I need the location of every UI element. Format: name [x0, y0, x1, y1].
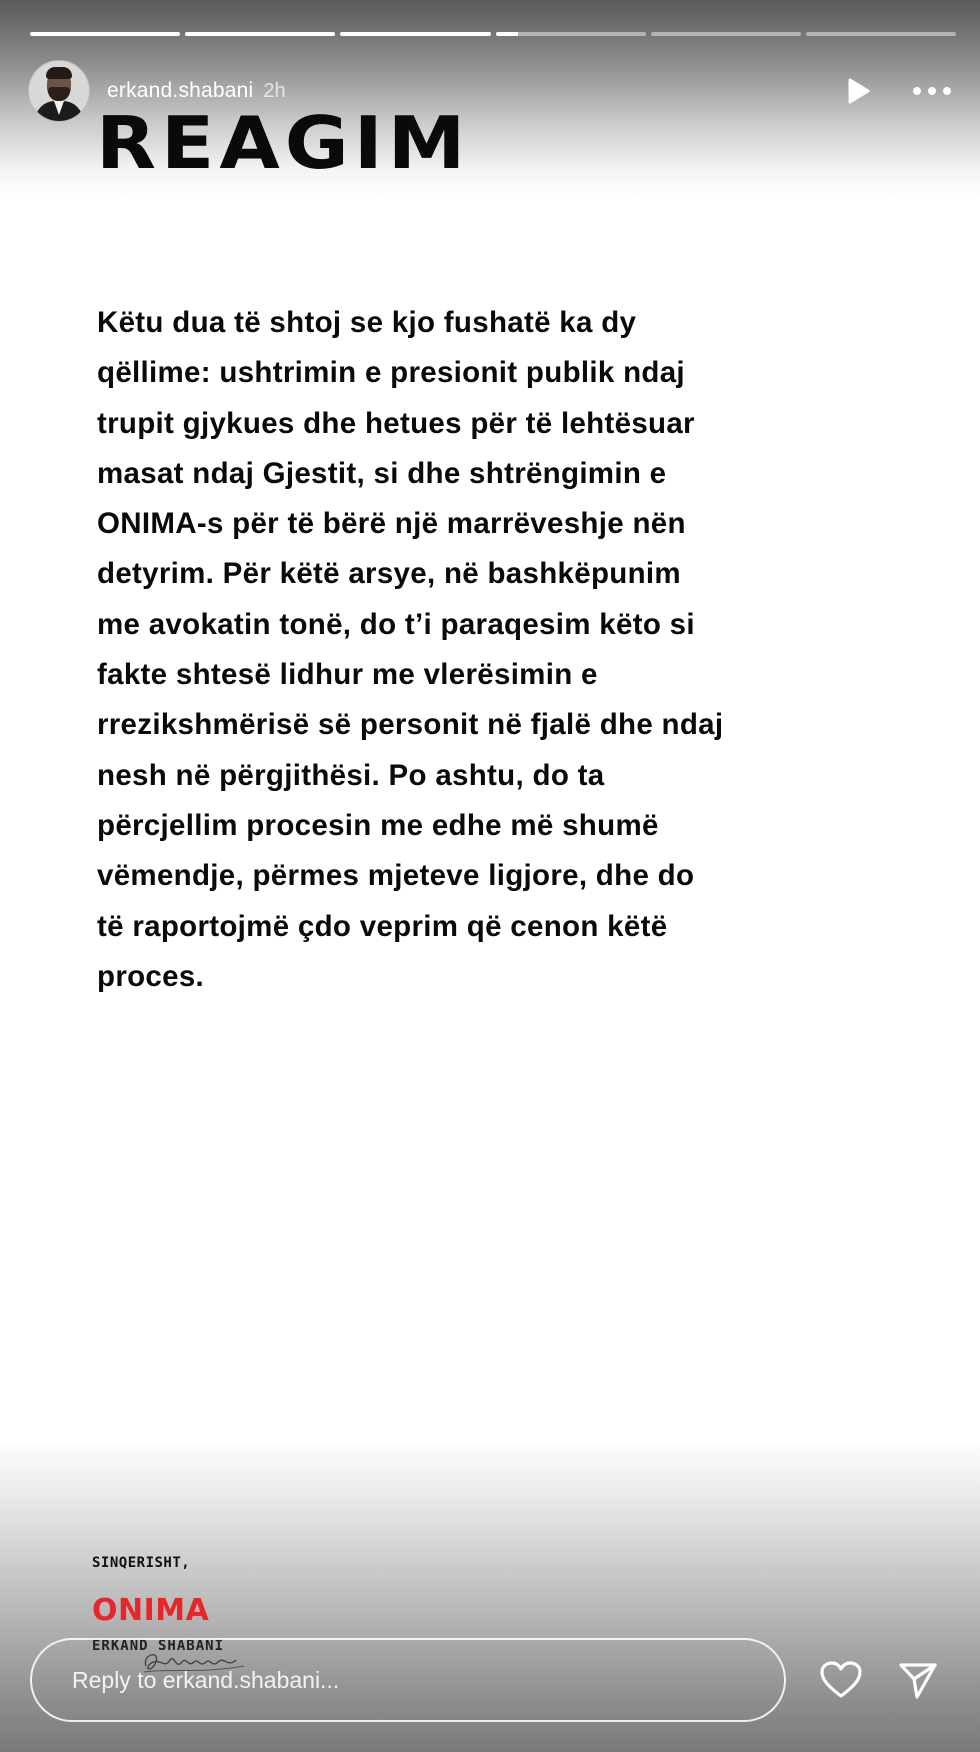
- reply-field[interactable]: [30, 1638, 786, 1722]
- brand-logo: ONIMA: [92, 1593, 210, 1628]
- signature-closing: SINQERISHT,: [92, 1555, 191, 1571]
- more-options-button[interactable]: [912, 76, 952, 106]
- progress-segment: [651, 32, 801, 36]
- like-button[interactable]: [817, 1656, 865, 1704]
- share-button[interactable]: [894, 1656, 942, 1704]
- heart-icon: [819, 1660, 863, 1700]
- play-button[interactable]: [844, 76, 874, 106]
- progress-segment: [340, 32, 490, 36]
- progress-segment: [30, 32, 180, 36]
- send-icon: [897, 1659, 939, 1701]
- username[interactable]: erkand.shabani: [107, 79, 254, 102]
- more-horizontal-icon: [912, 86, 952, 96]
- avatar[interactable]: [28, 60, 90, 122]
- progress-segment: [185, 32, 335, 36]
- post-body-text: Këtu dua të shtoj se kjo fushatë ka dy qëllime: ushtrimin e presionit publik ndaj trupit gjykues dhe hetues për të lehtësuar masat ndaj Gjestit, si dhe shtrëngimin e ONIMA-s për të bërë një marrëveshje nën detyrim. Për këtë arsye, në bashkëpunim me avokatin tonë, do t’i paraqesim këto si fakte shtesë lidhur me vlerësimin e rrezikshmërisë së personit në fjalë dhe ndaj nesh në përgjithësi. Po ashtu, do ta përcjellim procesin me edhe më shumë vëmendje, përmes mjeteve ligjore, dhe do të raportojmë çdo veprim që cenon këtë proces.: [97, 306, 724, 993]
- post-title: REAGIM: [96, 102, 471, 186]
- progress-segment-current: [496, 32, 646, 36]
- play-icon: [846, 77, 872, 105]
- post-time: 2h: [263, 79, 286, 102]
- progress-segment: [806, 32, 956, 36]
- signer-name: ERKAND SHABANI: [92, 1638, 225, 1654]
- story-progress-bar: [30, 32, 956, 36]
- reply-input[interactable]: [70, 1666, 784, 1695]
